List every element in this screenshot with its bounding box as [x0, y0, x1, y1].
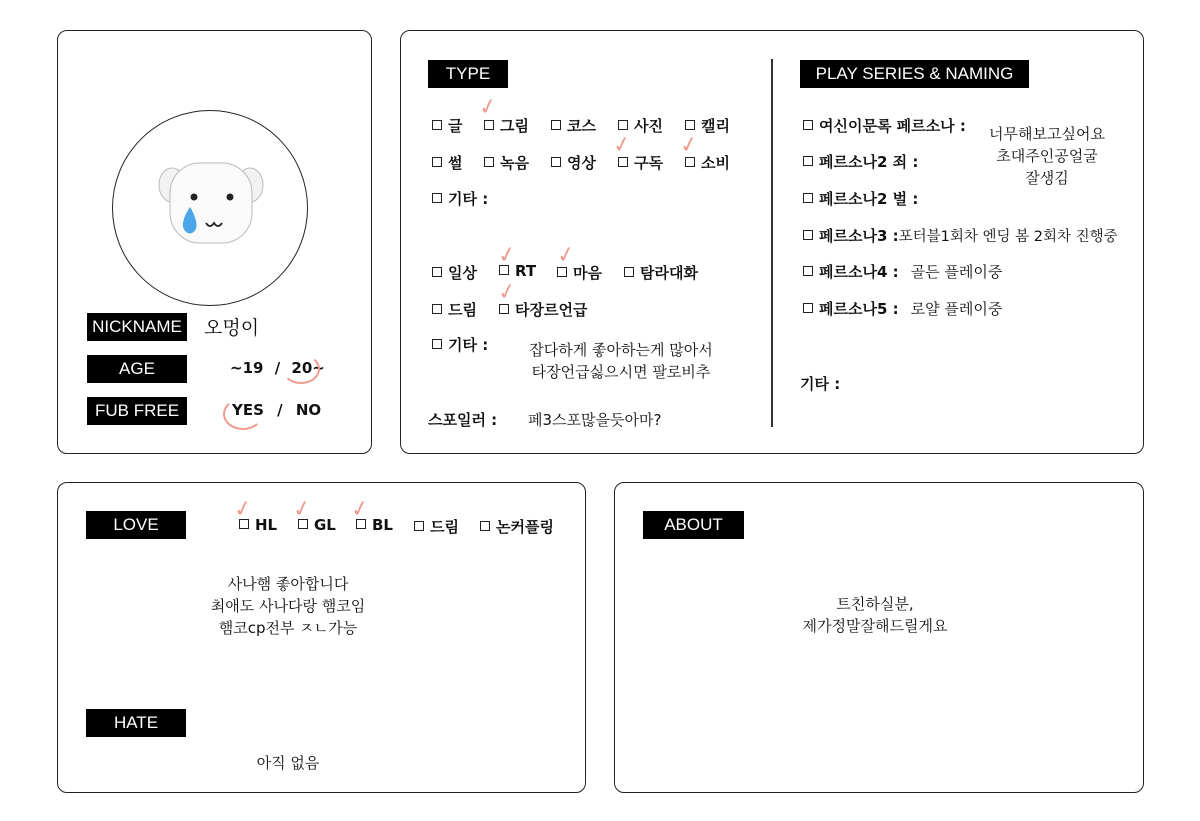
checkbox[interactable] [803, 303, 813, 313]
type-option-5[interactable] [432, 152, 463, 173]
play-item-value: 골든 플레이중 [910, 263, 1003, 281]
checkbox[interactable] [685, 120, 695, 130]
type-option-2[interactable] [551, 115, 596, 136]
type-option-label: 마음 [573, 264, 602, 282]
type-option-7[interactable] [551, 152, 596, 173]
type-header: TYPE [428, 60, 508, 88]
checkbox[interactable] [432, 157, 442, 167]
type-option-label: 글 [448, 117, 463, 135]
hate-text: 아직 없음 [256, 754, 320, 772]
checkbox[interactable] [432, 193, 442, 203]
age-option-20-plus[interactable]: 20~ [291, 359, 325, 377]
nickname-value: 오멍이 [204, 317, 260, 339]
type-etc-2-line: 타장언급싫으시면 팔로비추 [531, 363, 711, 381]
type-option-label: 사진 [634, 117, 663, 135]
type-option-label: 탐라대화 [640, 264, 698, 282]
checkbox[interactable] [432, 304, 442, 314]
age-separator: / [274, 359, 281, 377]
type-option-label: 타장르언급 [515, 301, 588, 319]
check-mark-icon: ✓ [554, 241, 578, 270]
check-mark-icon: ✓ [476, 93, 500, 122]
profile-card [57, 30, 372, 454]
love-option-4[interactable] [480, 516, 554, 537]
checkbox[interactable] [803, 193, 813, 203]
love-text-line: 최애도 사나다랑 햄코임 [210, 597, 366, 615]
nickname-label: NICKNAME [87, 313, 187, 341]
type-option-label: 소비 [701, 154, 730, 172]
play-item-value: 로얄 플레이중 [910, 300, 1003, 318]
type-etc-1[interactable] [432, 188, 488, 209]
type-etc-1-label: 기타 : [448, 190, 489, 208]
checkbox[interactable] [551, 120, 561, 130]
avatar-eye-left [191, 194, 198, 201]
play-item-label: 페르소나2 죄 : [819, 153, 919, 171]
check-mark-icon: ✓ [348, 495, 372, 524]
play-item-label: 페르소나3 : [819, 227, 899, 245]
checkbox[interactable] [432, 267, 442, 277]
about-card [614, 482, 1144, 793]
play-item-4[interactable] [803, 261, 1002, 282]
love-option-label: GL [314, 516, 336, 534]
about-text-line: 트친하실분, [836, 595, 914, 613]
avatar-eye-right [227, 194, 234, 201]
age-option-under-19[interactable]: ~19 [230, 359, 264, 377]
type-etc-2-label: 기타 : [448, 336, 489, 354]
play-note-line: 잘생김 [1025, 169, 1069, 187]
check-mark-icon: ✓ [495, 278, 519, 307]
checkbox[interactable] [803, 266, 813, 276]
love-header: LOVE [86, 511, 186, 539]
play-item-label: 페르소나2 벌 : [819, 190, 919, 208]
type-option-6[interactable] [484, 152, 529, 173]
type-play-card [400, 30, 1144, 454]
type-etc-2[interactable] [432, 334, 488, 355]
age-label: AGE [87, 355, 187, 383]
play-note-line: 초대주인공얼굴 [996, 147, 1098, 165]
play-item-label: 페르소나4 : [819, 263, 899, 281]
play-etc-label: 기타 : [800, 375, 841, 393]
type-option-0[interactable] [432, 115, 463, 136]
about-header: ABOUT [643, 511, 744, 539]
play-note-line: 너무해보고싶어요 [989, 125, 1105, 143]
fub-free-label: FUB FREE [87, 397, 187, 425]
play-item-3[interactable] [803, 225, 1118, 246]
avatar-face [170, 163, 252, 243]
about-text [770, 593, 980, 637]
fub-option-yes[interactable]: YES [232, 401, 264, 419]
checkbox[interactable] [618, 120, 628, 130]
type-option-label: 코스 [567, 117, 596, 135]
checkbox[interactable] [484, 120, 494, 130]
love-option-label: 논커플링 [496, 518, 554, 536]
check-mark-icon: ✓ [677, 131, 701, 160]
type-option-label: 드림 [448, 301, 477, 319]
checkbox[interactable] [551, 157, 561, 167]
checkbox[interactable] [484, 157, 494, 167]
love-option-label: HL [255, 516, 278, 534]
play-item-1[interactable] [803, 151, 918, 172]
hate-header: HATE [86, 709, 186, 737]
play-item-2[interactable] [803, 188, 918, 209]
fub-circle-mark [223, 398, 263, 430]
checkbox[interactable] [803, 230, 813, 240]
type-etc-2-value [501, 339, 741, 383]
checkbox[interactable] [624, 267, 634, 277]
type-option-13[interactable] [624, 262, 698, 283]
checkbox[interactable] [480, 521, 490, 531]
love-text-line: 사나햄 좋아합니다 [227, 575, 349, 593]
checkbox[interactable] [803, 156, 813, 166]
play-note [979, 123, 1115, 189]
checkbox[interactable] [414, 521, 424, 531]
love-text-line: 햄코cp전부 ㅈㄴ가능 [218, 619, 358, 637]
play-item-value: 포터블1회차 엔딩 봄 2회차 진행중 [898, 229, 1118, 245]
love-option-3[interactable] [414, 516, 459, 537]
spoiler-value: 페3스포많을듯아마? [528, 411, 662, 429]
love-option-label: 드림 [430, 518, 459, 536]
love-hate-card [57, 482, 586, 793]
play-header: PLAY SERIES & NAMING [800, 60, 1029, 88]
type-option-14[interactable] [432, 299, 477, 320]
type-etc-2-line: 잡다하게 좋아하는게 많아서 [529, 341, 713, 359]
play-item-label: 여신이문록 페르소나 : [819, 117, 966, 135]
avatar-frame [112, 110, 308, 306]
type-option-10[interactable] [432, 262, 477, 283]
type-option-label: 캘리 [701, 117, 730, 135]
type-option-label: 구독 [634, 154, 663, 172]
checkbox[interactable] [432, 120, 442, 130]
play-item-label: 페르소나5 : [819, 300, 899, 318]
avatar [156, 155, 266, 255]
spoiler-label: 스포일러 : [428, 411, 498, 429]
column-divider [771, 59, 773, 427]
age-circle-mark [282, 354, 320, 384]
fub-separator: / [277, 401, 283, 419]
type-option-label: 그림 [500, 117, 529, 135]
type-option-label: 영상 [567, 154, 596, 172]
play-item-5[interactable] [803, 298, 1002, 319]
check-mark-icon: ✓ [231, 495, 255, 524]
play-item-0[interactable] [803, 115, 966, 136]
check-mark-icon: ✓ [495, 241, 519, 270]
check-mark-icon: ✓ [290, 495, 314, 524]
fub-option-no[interactable]: NO [295, 401, 322, 419]
about-text-line: 제가정말잘해드릴게요 [802, 617, 948, 635]
type-option-label: 녹음 [500, 154, 529, 172]
type-option-label: 일상 [448, 264, 477, 282]
type-option-label: RT [515, 262, 537, 280]
checkbox[interactable] [803, 120, 813, 130]
love-option-label: BL [372, 516, 393, 534]
check-mark-icon: ✓ [610, 131, 634, 160]
type-option-label: 썰 [448, 154, 463, 172]
checkbox[interactable] [432, 339, 442, 349]
love-text [198, 573, 378, 639]
